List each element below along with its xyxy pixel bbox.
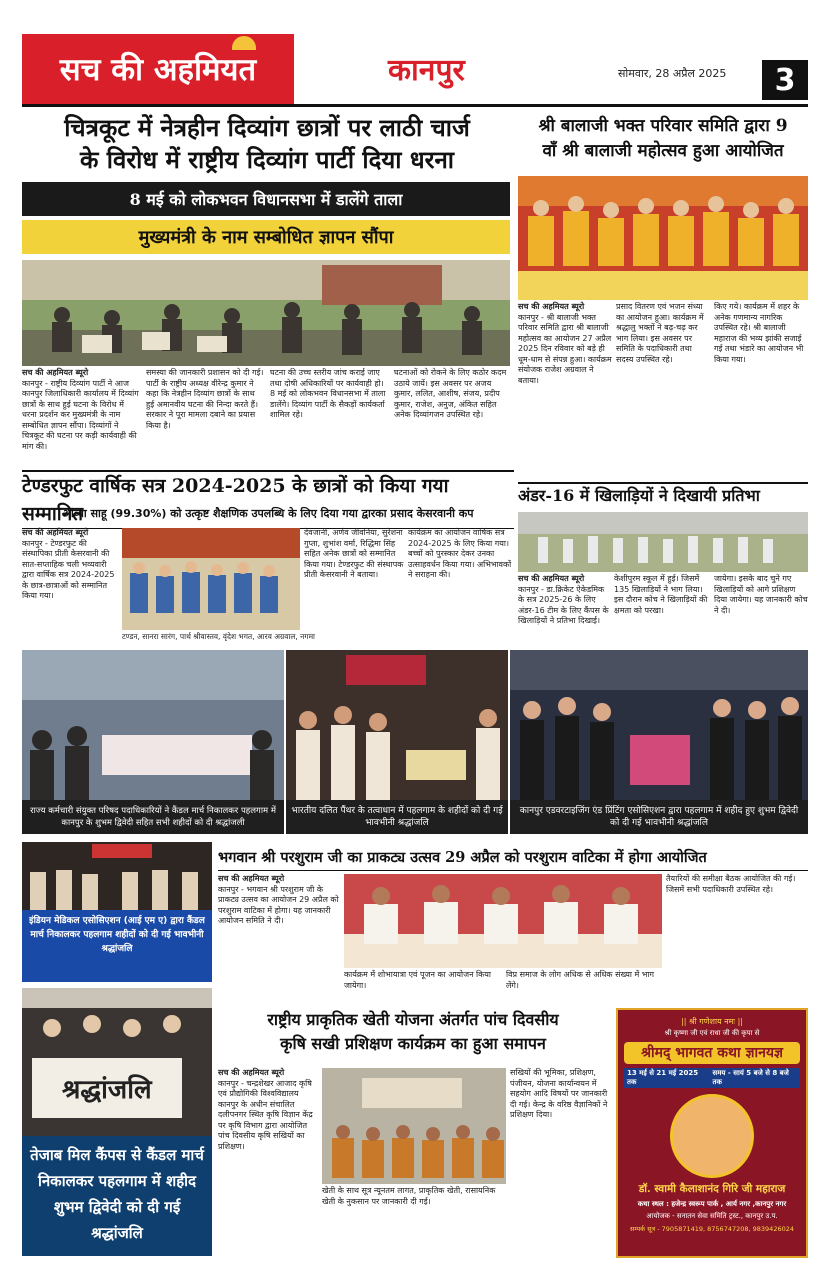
story4-col3: जायेगा। इसके बाद चुने गए खिलाड़ियों को आगे प्रशिक्षण दिया जायेगा। यह जानकारी कोच ने दी। xyxy=(714,574,808,615)
story6-col3: सखियों की भूमिका, प्रशिक्षण, पंजीयन, योजना कार्यान्वयन में सहयोग आदि विषयों पर जानकारी दी गई। केन्द्र के वरिष्ठ वैज्ञानिकों ने प्रशिक्षण दिया। xyxy=(510,1068,608,1119)
story2-col2: प्रसाद वितरण एवं भजन संध्या का आयोजन हुआ। कार्यक्रम में श्रद्धालु भक्तों ने बढ़-चढ़ कर भाग लिया। इस अवसर पर समिति के पदाधिकारी तथा सदस्य उपस्थित रहे। xyxy=(616,302,704,364)
ad-speaker: डॉ. स्वामी कैलाशानंद गिरि जी महाराज xyxy=(638,1183,786,1195)
story3-headline: टेण्डरफुट वार्षिक सत्र 2024-2025 के छात्रों को किया गया सम्मानित xyxy=(22,470,514,529)
story3-photo xyxy=(122,528,300,630)
story1-col4: घटनाओं को रोकने के लिए कठोर कदम उठाये जायें। इस अवसर पर अजय कुमार, ललित, आशीष, संजय, प्रदीप कुमार, राजेश, अनुज, अंकित सहित अनेक दिव्यांगजन उपस्थित रहे। xyxy=(394,368,507,419)
story3-col2: देवजानी, अर्णव जीवनिया, सुरेशना गुप्ता, शुभांश वर्मा, रिद्धिमा सिंह सहित अनेक छात्रों को सम्मानित किया गया। टेण्डरफुट की संस्थापक प्रीती केसरवानी ने बताया। xyxy=(304,528,404,579)
rally3-caption: कानपुर एडवरटाइजिंग एंड प्रिंटिंग एसोसिएशन द्वारा पहलगाम में शहीद हुए शुभम द्विवेदी को दी गई भावभीनी श्रद्धांजलि xyxy=(510,800,808,834)
story1-col3: घटना की उच्च स्तरीय जांच कराई जाए तथा दोषी अधिकारियों पर कार्यवाही हो। 8 मई को लोकभवन विधानसभा में ताला डालेंगे। दिव्यांग पार्टी के सैकड़ों कार्यकर्ता शामिल रहे। xyxy=(270,368,386,419)
story2-col3: किए गये। कार्यक्रम में शहर के अनेक गणमान्य नागरिक उपस्थित रहे। श्री बालाजी महाराज की भव्य झांकी सजाई गई तथा भंडारे का आयोजन भी किया गया। xyxy=(714,302,804,364)
story5-col1-text: कानपुर - भगवान श्री परशुराम जी के प्राकट्य उत्सव का आयोजन 29 अप्रैल को परशुराम वाटिका में होगा। यह जानकारी आयोजन समिति ने दी। xyxy=(218,884,339,925)
story1-bar1: 8 मई को लोकभवन विधानसभा में डालेंगे ताला xyxy=(22,182,510,216)
story3-byline: सच की अहमियत ब्यूरो xyxy=(22,528,89,537)
story5-photo xyxy=(344,874,662,968)
story6-headline xyxy=(218,1008,608,1056)
story3-col3: कार्यक्रम का आयोजन वार्षिक सत्र 2024-2025 के लिए किया गया। बच्चों को पुरस्कार देकर उनका उत्साहवर्धन किया गया। अभिभावकों ने सराहना की। xyxy=(408,528,512,579)
story2-headline xyxy=(516,114,810,164)
story4-col1-text: कानपुर - डा.क्रिकेट ऐकेडमिक के सत्र 2025-26 के लिए अंडर-16 टीम के लिए कैंपस के खिलाड़ियों ने प्रतिभा दिखाई। xyxy=(518,584,609,625)
svg-text:श्रद्धांजलि: श्रद्धांजलि xyxy=(62,1075,152,1105)
masthead-logo: सच की अहमियत xyxy=(22,34,294,104)
story1-col1-text: कानपुर - राष्ट्रीय दिव्यांग पार्टी ने आज कानपुर जिलाधिकारी कार्यालय में दिव्यांग छात्रों के साथ हुई घटना के विरोध में धरना प्रदर्शन कर मुख्यमंत्री के नाम सम्बोधित ज्ञापन सौंपा। दिव्यांगों ने चित्रकूट की घटना पर कड़ी कार्यवाही की मांग की। xyxy=(22,378,139,451)
story3-photo-caption: टण्डन, सानरा सारंग, पार्थ श्रीवास्तव, वृंदेश भगत, आरव अग्रवाल, नगमा xyxy=(122,632,315,641)
story6-col1-text: कानपुर - चन्द्रशेखर आजाद कृषि एवं प्रौद्योगिकी विश्वविद्यालय कानपुर के अधीन संचालित दलीपनगर स्थित कृषि विज्ञान केंद्र पर कृषि विभाग द्वारा आयोजित पांच दिवसीय कृषि सखियों का प्रशिक्षण। xyxy=(218,1078,313,1151)
story1-bar2: मुख्यमंत्री के नाम सम्बोधित ज्ञापन सौंपा xyxy=(22,220,510,254)
story1-headline-line1: चित्रकूट में नेत्रहीन दिव्यांग छात्रों पर लाठी चार्ज xyxy=(64,113,470,142)
rally2-photo xyxy=(286,650,508,800)
story6-col2: खेती के साथ सूत्र न्यूनतम लागत, प्राकृतिक खेती, रासायनिक खेती के नुकसान पर जानकारी दी गई। xyxy=(322,1186,496,1206)
story2-photo xyxy=(518,176,808,300)
story6-headline-line1: राष्ट्रीय प्राकृतिक खेती योजना अंतर्गत पांच दिवसीय xyxy=(267,1010,559,1029)
rally3-photo xyxy=(510,650,808,800)
story5-col1 xyxy=(218,874,340,984)
story5-headline: भगवान श्री परशुराम जी का प्राकट्य उत्सव 29 अप्रैल को परशुराम वाटिका में होगा आयोजित xyxy=(218,846,808,871)
page-number: 3 xyxy=(762,60,808,100)
rally2-caption: भारतीय दलित पैंथर के तत्वाधान में पहलगाम के शहीदों को दी गई भावभीनी श्रद्धांजलि xyxy=(286,800,508,834)
story5-col2: तैयारियों की समीक्षा बैठक आयोजित की गई। जिसमें सभी पदाधिकारी उपस्थित रहे। xyxy=(666,874,796,894)
story4-photo xyxy=(518,512,808,572)
story6-byline: सच की अहमियत ब्यूरो xyxy=(218,1068,285,1077)
ad-top: || श्री गणेशाय नमः || xyxy=(681,1017,743,1026)
tezab-caption: तेजाब मिल कैंपस से कैंडल मार्च निकालकर पहलगाम में शहीद शुभम द्विवेदी को दी गई श्रद्धांजलि xyxy=(22,1136,212,1256)
story3-col1-text: कानपुर - टेण्डरफुट की संस्थापिका प्रीती केसरवानी की सात-सप्ताहिक चली भव्यवारी द्वारा वार्षिक सत्र 2024-2025 के छात्र-छात्राओं को सम्मानित किया गया। xyxy=(22,538,115,600)
bhagwat-katha-ad xyxy=(616,1008,808,1258)
story5-col3: कार्यक्रम में शोभायात्रा एवं पूजन का आयोजन किया जायेगा। xyxy=(344,970,491,990)
story6-headline-line2: कृषि सखी प्रशिक्षण कार्यक्रम का हुआ समापन xyxy=(280,1034,546,1053)
story1-headline xyxy=(22,112,512,176)
rally1-caption: राज्य कर्मचारी संयुक्त परिषद पदाधिकारियों ने कैंडल मार्च निकालकर पहलगाम में कानपुर के शुभम द्विवेदी सहित सभी शहीदों को दी श्रद्धांजली xyxy=(22,800,284,834)
story5-col4: विप्र समाज के लोग अधिक से अधिक संख्या में भाग लेंगे। xyxy=(506,970,654,990)
story1-col2: समस्या की जानकारी प्रशासन को दी गई। पार्टी के राष्ट्रीय अध्यक्ष वीरेन्द्र कुमार ने कहा कि नेत्रहीन दिव्यांग छात्रों के साथ हुई अमानवीय घटना की निन्दा करते हैं। सरकार ने पूरा मामला दबाने का प्रयास किया है। xyxy=(146,368,264,430)
header-rule xyxy=(22,104,808,107)
story6-photo xyxy=(322,1068,506,1184)
swami-portrait xyxy=(670,1094,754,1178)
story4-headline: अंडर-16 में खिलाड़ियों ने दिखायी प्रतिभा xyxy=(518,482,808,508)
ad-sub: श्री कृष्णा जी एवं राधा जी की कृपा से xyxy=(664,1029,760,1037)
tezab-photo xyxy=(22,988,212,1136)
story1-headline-line2: के विरोध में राष्ट्रीय दिव्यांग पार्टी दिया धरना xyxy=(80,145,454,174)
story1-photo xyxy=(22,260,510,366)
story4-col2: केशीपुरम स्कूल में हुई। जिसमें 135 खिलाड़ियों ने भाग लिया। इस दौरान कोच ने खिलाड़ियों की क्षमता को परखा। xyxy=(614,574,708,615)
story4-byline: सच की अहमियत ब्यूरो xyxy=(518,574,585,583)
rally1-photo xyxy=(22,650,284,800)
ad-venue: कथा स्थल : हजेन्द्र स्वरूप पार्क , आर्य नगर ,कानपुर नगर xyxy=(637,1200,787,1208)
story3-col1 xyxy=(22,528,118,640)
story6-col1 xyxy=(218,1068,318,1258)
story1-col1 xyxy=(22,368,140,464)
ad-time: समय - सायं 5 बजे से 8 बजे तक xyxy=(709,1068,800,1088)
story5-byline: सच की अहमियत ब्यूरो xyxy=(218,874,285,883)
story2-col1 xyxy=(518,302,612,466)
ad-title: श्रीमद् भागवत कथा ज्ञानयज्ञ xyxy=(624,1042,800,1064)
ima-photo xyxy=(22,842,212,910)
story2-col1-text: कानपुर - श्री बालाजी भक्त परिवार समिति द्वारा श्री बालाजी महोत्सव का आयोजन 27 अप्रैल 2025 दिन रविवार को बड़े ही धूम-धाम से संपन्न हुआ। कार्यक्रम संयोजक राजेश अग्रवाल ने बताया। xyxy=(518,312,612,385)
ad-phone: सम्पर्क सूत्र - 7905871419, 8756747208, 9839426024 xyxy=(629,1225,794,1233)
story2-headline-line1: श्री बालाजी भक्त परिवार समिति द्वारा 9 xyxy=(538,116,788,136)
ima-caption: इंडियन मेडिकल एसोसिएशन (आई एम ए) द्वारा कैंडल मार्च निकालकर पहलगाम शहीदों को दी गई भावभीनी श्रद्धांजलि xyxy=(22,910,212,982)
city-name: कानपुर xyxy=(388,53,465,88)
issue-date: सोमवार, 28 अप्रैल 2025 xyxy=(618,67,727,80)
ad-org: आयोजक - सनातन सेवा समिति ट्रस्ट., कानपुर उ.प. xyxy=(646,1212,778,1220)
ad-dates: 13 मई से 21 मई 2025 तक xyxy=(624,1068,709,1088)
story4-col1 xyxy=(518,574,610,644)
story3-subhead: आव्या साहू (99.30%) को उत्कृष्ट शैक्षणिक उपलब्धि के लिए दिया गया द्वारका प्रसाद केसरवानी कप xyxy=(62,507,474,520)
story2-byline: सच की अहमियत ब्यूरो xyxy=(518,302,585,311)
story1-byline: सच की अहमियत ब्यूरो xyxy=(22,368,89,377)
story2-headline-line2: वाँ श्री बालाजी महोत्सव हुआ आयोजित xyxy=(542,141,784,161)
